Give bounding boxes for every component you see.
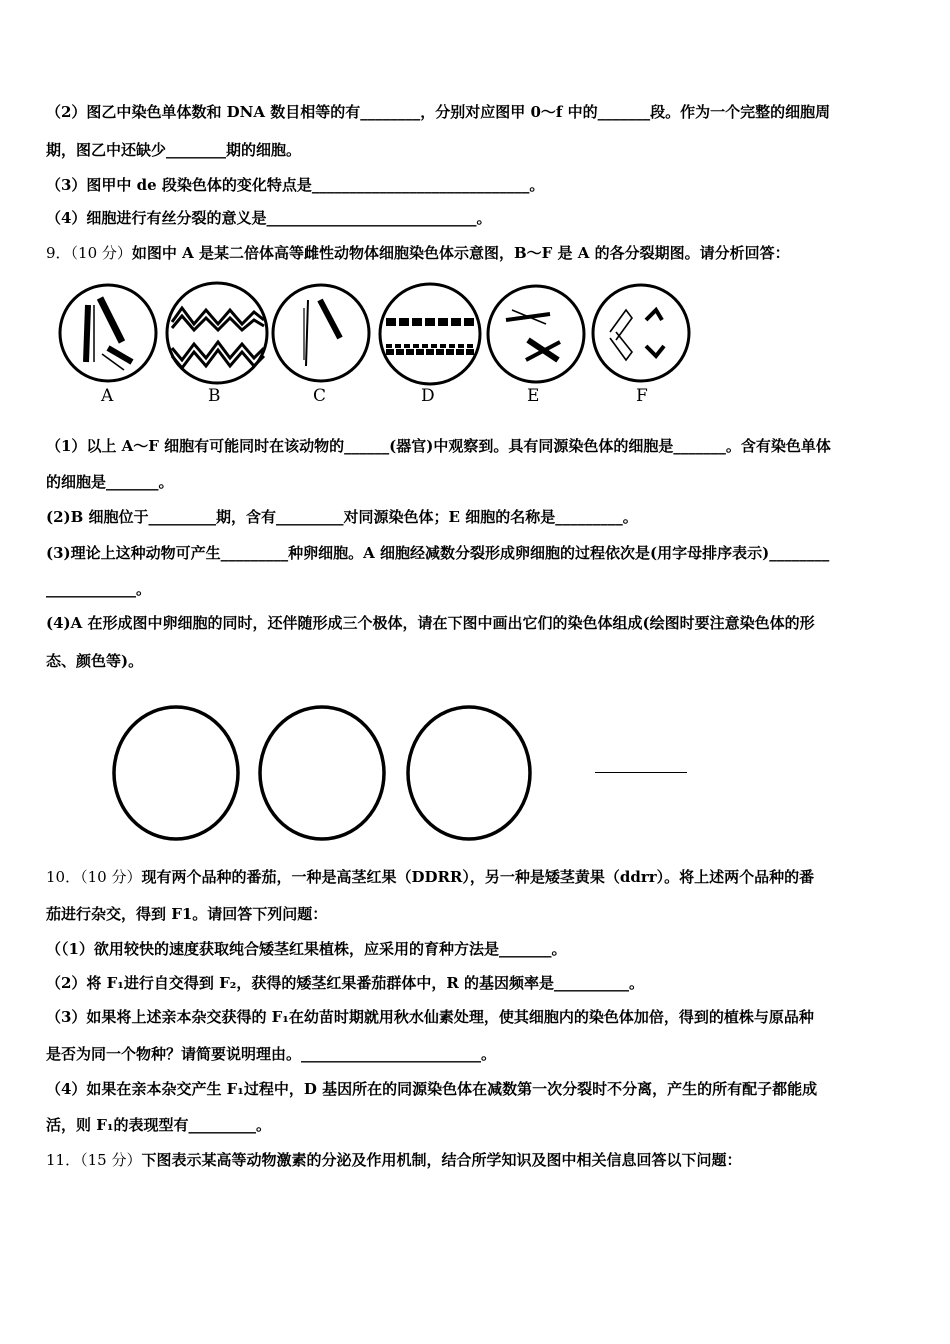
q9-stem-text: 如图中 A 是某二倍体高等雌性动物体细胞染色体示意图，B～F 是 A 的各分裂期图。请分析回答： <box>131 244 790 262</box>
q9-number: 9．（10 分） <box>46 244 132 262</box>
q11-stem-text: 下图表示某高等动物激素的分泌及作用机制，结合所学知识及图中相关信息回答以下问题： <box>141 1151 742 1169</box>
q9-part3-line1: (3)理论上这种动物可产生_________种卵细胞。A 细胞经减数分裂形成卵细胞的过程依次是(用字母排序表示)________ <box>46 544 830 562</box>
cell-label-b: B <box>208 386 221 406</box>
q10-part4-line2: 活，则 F₁的表现型有_________。 <box>46 1116 271 1134</box>
cell-label-d: D <box>421 386 435 406</box>
cell-a-outline <box>60 285 156 381</box>
q10-number: 10．（10 分） <box>46 868 142 886</box>
q9-part4-line2: 态、颜色等)。 <box>46 652 144 670</box>
cell-e-chromosomes <box>506 310 560 360</box>
cell-label-f: F <box>636 386 648 406</box>
q10-stem-line1 <box>46 867 910 887</box>
q9-part1-line2: 的细胞是_______。 <box>46 473 174 491</box>
cell-label-a: A <box>101 386 114 406</box>
cell-b-chromosomes <box>172 308 264 368</box>
blank-circle-1 <box>114 707 238 839</box>
q8-part4: （4）细胞进行有丝分裂的意义是____________________________。 <box>46 209 492 227</box>
cell-f-outline <box>593 285 689 381</box>
blank-circle-3 <box>408 707 530 839</box>
polar-body-drawing-area[interactable] <box>110 700 540 845</box>
q8-part2-line1: （2）图乙中染色单体数和 DNA 数目相等的有________，分别对应图甲 0～f 中的_______段。作为一个完整的细胞周 <box>46 103 831 121</box>
cell-d-chromosomes <box>386 322 474 352</box>
q10-part3-line2: 是否为同一个物种？请简要说明理由。________________________。 <box>46 1045 497 1063</box>
q10-part2: （2）将 F₁进行自交得到 F₂，获得的矮茎红果番茄群体中，R 的基因频率是__________。 <box>46 974 645 992</box>
cell-f-chromosomes <box>610 310 664 360</box>
q9-cell-figure <box>50 280 700 410</box>
cell-d-outline <box>380 284 480 384</box>
blank-circle-2 <box>260 707 384 839</box>
answer-blank-line[interactable] <box>595 772 687 773</box>
q10-stem-text: 现有两个品种的番茄，一种是高茎红果（DDRR），另一种是矮茎黄果（ddrr）。将上述两个品种的番 <box>141 868 815 886</box>
q9-part1-line1: （1）以上 A～F 细胞有可能同时在该动物的______(器官)中观察到。具有同源染色体的细胞是_______。含有染色单体 <box>46 437 831 455</box>
q10-part3-line1: （3）如果将上述亲本杂交获得的 F₁在幼苗时期就用秋水仙素处理，使其细胞内的染色体加倍，得到的植株与原品种 <box>46 1008 814 1026</box>
q9-part4-line1: (4)A 在形成图中卵细胞的同时，还伴随形成三个极体，请在下图中画出它们的染色体组成(绘图时要注意染色体的形 <box>46 614 815 632</box>
cell-c-outline <box>273 285 369 381</box>
cell-label-e: E <box>527 386 540 406</box>
q11-number: 11．（15 分） <box>46 1151 142 1169</box>
q9-stem <box>46 243 910 263</box>
q10-part4-line1: （4）如果在亲本杂交产生 F₁过程中，D 基因所在的同源染色体在减数第一次分裂时不分离，产生的所有配子都能成 <box>46 1080 818 1098</box>
q8-part3: （3）图甲中 de 段染色体的变化特点是_____________________________。 <box>46 176 545 194</box>
cell-a-chromosomes <box>86 298 132 370</box>
cell-e-outline <box>488 286 584 382</box>
q11-stem <box>46 1150 910 1170</box>
q9-part2: (2)B 细胞位于_________期，含有_________对同源染色体；E 细胞的名称是_________。 <box>46 508 638 526</box>
cell-label-c: C <box>313 386 327 406</box>
q8-part2-line2: 期，图乙中还缺少________期的细胞。 <box>46 141 302 159</box>
q10-stem-line2: 茄进行杂交，得到 F1。请回答下列问题： <box>46 905 328 923</box>
q10-part1: （（1）欲用较快的速度获取纯合矮茎红果植株，应采用的育种方法是_______。 <box>46 940 567 958</box>
cell-c-chromosomes <box>304 300 340 366</box>
q9-part3-line2: ____________。 <box>46 580 152 598</box>
